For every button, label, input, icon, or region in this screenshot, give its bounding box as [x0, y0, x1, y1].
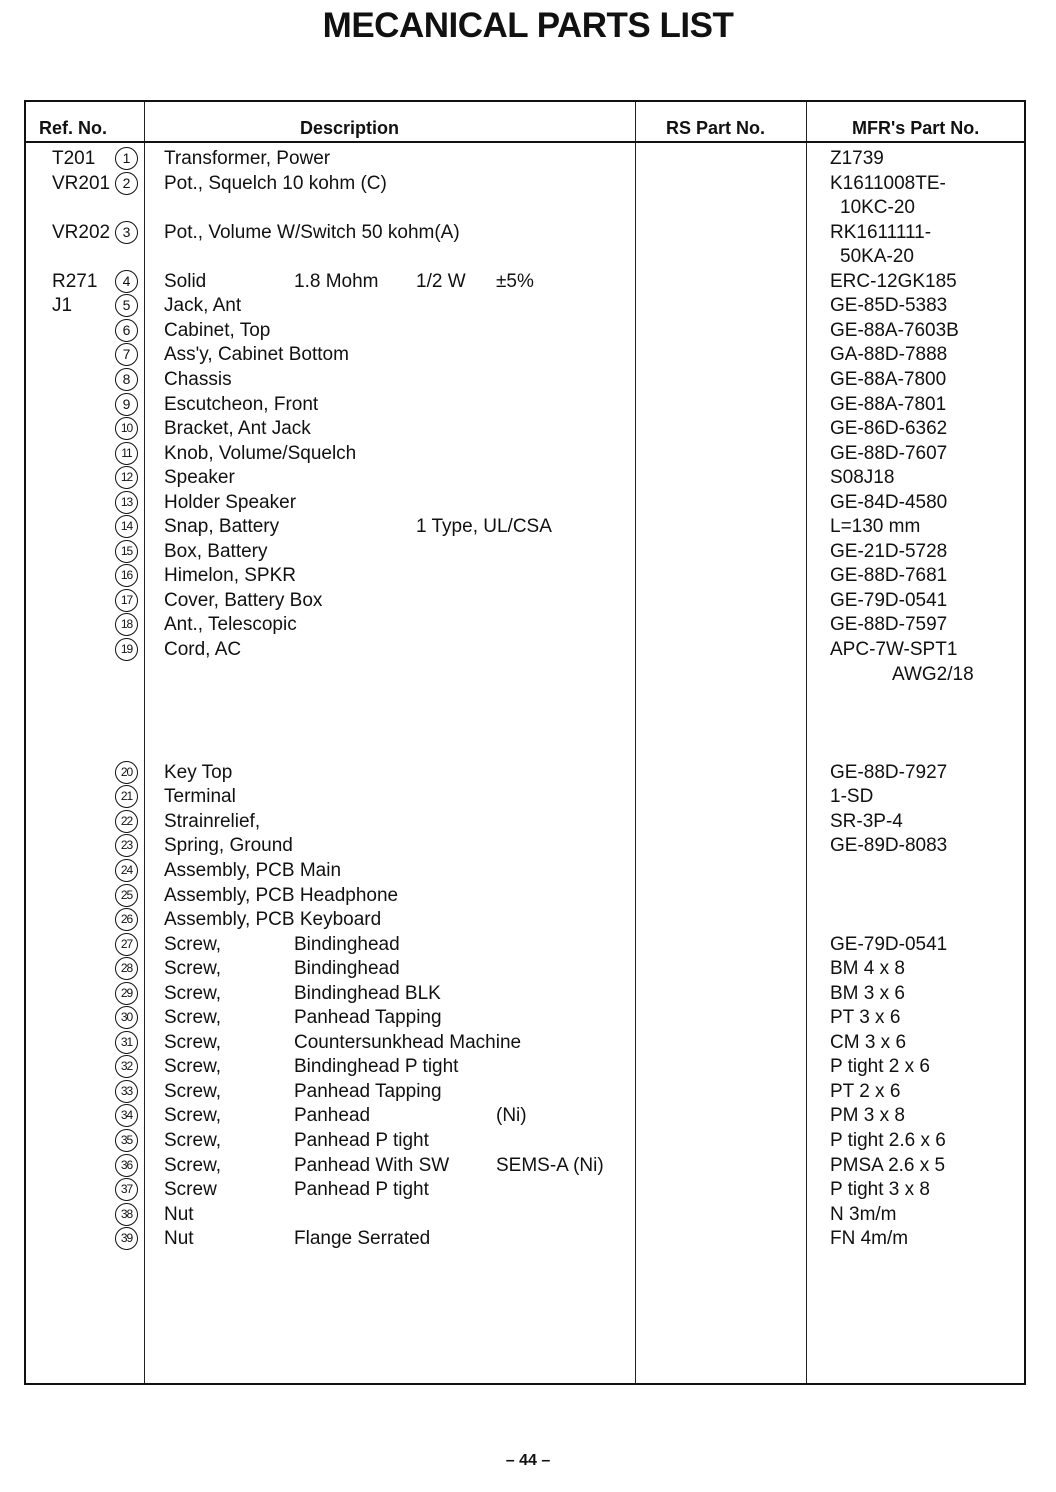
item-number: 18 [115, 613, 138, 636]
table-row [26, 1006, 1024, 1030]
page-number: – 44 – [505, 1452, 551, 1469]
table-row [26, 245, 1024, 269]
item-number: 5 [115, 294, 138, 317]
table-row [26, 1129, 1024, 1153]
ref-no: J1 [52, 295, 73, 317]
item-number: 37 [115, 1178, 138, 1201]
mfr-part-no-cont: 50KA-20 [840, 246, 914, 268]
spec: Countersunkhead Machine [294, 1031, 522, 1053]
table-row [26, 908, 1024, 932]
mfr-part-no: 1-SD [830, 786, 874, 808]
item-number: 16 [115, 564, 138, 587]
spec: Panhead With SW [294, 1154, 450, 1176]
header-mfr-part-no: MFR's Part No. [852, 118, 980, 138]
mfr-part-no: GE-21D-5728 [830, 540, 948, 562]
description: Screw, [164, 1007, 222, 1029]
table-row [26, 294, 1024, 318]
mfr-part-no: GA-88D-7888 [830, 344, 948, 366]
description: Jack, Ant [164, 295, 242, 317]
description: Cabinet, Top [164, 319, 271, 341]
table-row [26, 1080, 1024, 1104]
mfr-part-no: GE-79D-0541 [830, 933, 948, 955]
table-row [26, 319, 1024, 343]
ref-no: T201 [52, 148, 96, 169]
mfr-part-no: P tight 2.6 x 6 [830, 1130, 946, 1151]
description: Chassis [164, 368, 232, 390]
description: Screw, [164, 1056, 222, 1078]
item-number: 3 [115, 221, 138, 244]
description: Solid [164, 270, 207, 292]
mfr-part-no: GE-88D-7927 [830, 761, 948, 783]
mfr-part-no: PM 3 x 8 [830, 1105, 905, 1127]
mfr-part-no: CM 3 x 6 [830, 1031, 907, 1053]
description: Spring, Ground [164, 835, 293, 857]
mfr-part-no: Z1739 [830, 148, 884, 169]
mfr-part-no: P tight 2 x 6 [830, 1056, 930, 1078]
spec: Panhead Tapping [294, 1007, 442, 1029]
table-row [26, 1055, 1024, 1079]
spec: Flange Serrated [294, 1228, 431, 1250]
description: Speaker [164, 467, 235, 489]
item-number: 14 [115, 515, 138, 538]
table-row [26, 1154, 1024, 1178]
parts-table [24, 100, 1026, 1385]
description: Key Top [164, 761, 233, 783]
table-row [26, 442, 1024, 466]
description: Knob, Volume/Squelch [164, 442, 357, 464]
item-number: 39 [115, 1227, 138, 1250]
item-number: 7 [115, 343, 138, 366]
description: Screw, [164, 1105, 222, 1127]
spec: Panhead [294, 1105, 371, 1127]
item-number: 31 [115, 1031, 138, 1054]
item-number: 20 [115, 761, 138, 784]
item-number: 32 [115, 1055, 138, 1078]
table-row [26, 1031, 1024, 1055]
mfr-part-no: GE-88A-7800 [830, 368, 947, 390]
mfr-part-no: PT 2 x 6 [830, 1080, 901, 1102]
mfr-part-no: P tight 3 x 8 [830, 1179, 930, 1201]
spec: 1 Type, UL/CSA [416, 516, 552, 538]
item-number: 8 [115, 368, 138, 391]
item-number: 25 [115, 884, 138, 907]
table-row [26, 589, 1024, 613]
table-row [26, 515, 1024, 539]
description: Transformer, Power [164, 148, 331, 169]
spec: 1.8 Mohm [294, 270, 379, 292]
table-row [26, 564, 1024, 588]
table-row [26, 859, 1024, 883]
mfr-part-no-cont: AWG2/18 [892, 663, 974, 685]
description: Screw, [164, 1130, 222, 1151]
table-row [26, 393, 1024, 417]
description: Screw, [164, 982, 222, 1004]
item-number: 17 [115, 589, 138, 612]
table-row [26, 1104, 1024, 1128]
description: Snap, Battery [164, 516, 280, 538]
table-row [26, 761, 1024, 785]
table-row [26, 343, 1024, 367]
item-number: 38 [115, 1203, 138, 1226]
mfr-part-no-cont: 10KC-20 [840, 197, 915, 219]
description: Ass'y, Cabinet Bottom [164, 344, 349, 366]
table-row [26, 491, 1024, 515]
item-number: 34 [115, 1104, 138, 1127]
description: Himelon, SPKR [164, 565, 296, 587]
description: Assembly, PCB Headphone [164, 884, 399, 906]
description: Escutcheon, Front [164, 393, 319, 415]
mfr-part-no: PMSA 2.6 x 5 [830, 1154, 946, 1176]
mfr-part-no: APC-7W-SPT1 [830, 639, 958, 660]
description: Screw [164, 1179, 217, 1201]
item-number: 9 [115, 393, 138, 416]
mfr-part-no: FN 4m/m [830, 1228, 909, 1250]
item-number: 23 [115, 834, 138, 857]
item-number: 27 [115, 933, 138, 956]
table-row [26, 638, 1024, 662]
spec: (Ni) [496, 1105, 527, 1127]
header-description: Description [300, 118, 400, 138]
description: Terminal [164, 786, 236, 808]
table-row [26, 785, 1024, 809]
description: Pot., Squelch 10 kohm (C) [164, 172, 387, 194]
spec: Bindinghead BLK [294, 982, 441, 1004]
table-row [26, 221, 1024, 245]
table-row [26, 540, 1024, 564]
item-number: 29 [115, 982, 138, 1005]
table-row [26, 1203, 1024, 1227]
spec: Bindinghead [294, 958, 400, 980]
table-row [26, 663, 1024, 687]
mfr-part-no: BM 4 x 8 [830, 958, 905, 980]
description: Ant., Telescopic [164, 614, 297, 636]
item-number: 10 [115, 417, 138, 440]
table-row [26, 196, 1024, 220]
ref-no: R271 [52, 270, 98, 292]
description: Screw, [164, 1031, 222, 1053]
table-row [26, 712, 1024, 736]
mfr-part-no: GE-88A-7801 [830, 393, 947, 415]
table-row [26, 613, 1024, 637]
mfr-part-no: PT 3 x 6 [830, 1007, 901, 1029]
spec: Panhead P tight [294, 1130, 429, 1151]
item-number: 26 [115, 908, 138, 931]
item-number: 33 [115, 1080, 138, 1103]
table-row [26, 884, 1024, 908]
spec: Panhead P tight [294, 1179, 429, 1201]
description: Screw, [164, 933, 222, 955]
table-row [26, 933, 1024, 957]
table-row [26, 172, 1024, 196]
mfr-part-no: GE-89D-8083 [830, 835, 948, 857]
description: Screw, [164, 1154, 222, 1176]
item-number: 22 [115, 810, 138, 833]
description: Cover, Battery Box [164, 589, 323, 611]
description: Bracket, Ant Jack [164, 418, 311, 440]
mfr-part-no: SR-3P-4 [830, 810, 903, 832]
description: Screw, [164, 958, 222, 980]
mfr-part-no: GE-86D-6362 [830, 418, 948, 440]
description: Cord, AC [164, 639, 242, 660]
mfr-part-no: K1611008TE- [830, 172, 946, 194]
table-row [26, 1227, 1024, 1251]
ref-no: VR201 [52, 172, 111, 194]
item-number: 24 [115, 859, 138, 882]
item-number: 12 [115, 466, 138, 489]
mfr-part-no: GE-88A-7603B [830, 319, 959, 341]
item-number: 28 [115, 957, 138, 980]
item-number: 4 [115, 270, 138, 293]
table-row [26, 982, 1024, 1006]
spec: ±5% [496, 270, 534, 292]
mfr-part-no: GE-85D-5383 [830, 295, 948, 317]
description: Holder Speaker [164, 491, 297, 513]
description: Assembly, PCB Main [164, 859, 342, 881]
table-row [26, 736, 1024, 760]
item-number: 13 [115, 491, 138, 514]
table-row [26, 417, 1024, 441]
table-row [26, 810, 1024, 834]
table-row [26, 834, 1024, 858]
description: Assembly, PCB Keyboard [164, 909, 382, 931]
spec: Panhead Tapping [294, 1080, 442, 1102]
description: Screw, [164, 1080, 222, 1102]
spec: Bindinghead P tight [294, 1056, 459, 1078]
item-number: 2 [115, 172, 138, 195]
item-number: 11 [115, 442, 138, 465]
header-ref-no: Ref. No. [39, 118, 108, 138]
mfr-part-no: ERC-12GK185 [830, 270, 957, 292]
mfr-part-no: RK1611111- [830, 221, 932, 243]
description: Nut [164, 1228, 194, 1250]
item-number: 6 [115, 319, 138, 342]
table-row [26, 687, 1024, 711]
header-rs-part-no: RS Part No. [666, 118, 766, 138]
table-row [26, 466, 1024, 490]
mfr-part-no: GE-88D-7597 [830, 614, 948, 636]
mfr-part-no: GE-79D-0541 [830, 589, 948, 611]
table-row [26, 147, 1024, 171]
spec: 1/2 W [416, 270, 466, 292]
table-row [26, 957, 1024, 981]
ref-no: VR202 [52, 221, 111, 243]
item-number: 36 [115, 1154, 138, 1177]
item-number: 1 [115, 147, 138, 170]
item-number: 19 [115, 638, 138, 661]
table-row [26, 270, 1024, 294]
spec: Bindinghead [294, 933, 400, 955]
item-number: 21 [115, 785, 138, 808]
mfr-part-no: L=130 mm [830, 516, 921, 538]
item-number: 15 [115, 540, 138, 563]
page-title: MECANICAL PARTS LIST [322, 6, 734, 45]
description: Box, Battery [164, 540, 268, 562]
table-row [26, 368, 1024, 392]
description: Nut [164, 1203, 194, 1225]
mfr-part-no: N 3m/m [830, 1203, 897, 1225]
header-divider [26, 141, 1024, 143]
item-number: 35 [115, 1129, 138, 1152]
spec: SEMS-A (Ni) [496, 1154, 604, 1176]
description: Strainrelief, [164, 810, 261, 832]
mfr-part-no: GE-84D-4580 [830, 491, 948, 513]
table-row [26, 1178, 1024, 1202]
mfr-part-no: GE-88D-7681 [830, 565, 948, 587]
mfr-part-no: BM 3 x 6 [830, 982, 905, 1004]
mfr-part-no: GE-88D-7607 [830, 442, 948, 464]
description: Pot., Volume W/Switch 50 kohm(A) [164, 221, 460, 243]
mfr-part-no: S08J18 [830, 467, 895, 489]
item-number: 30 [115, 1006, 138, 1029]
